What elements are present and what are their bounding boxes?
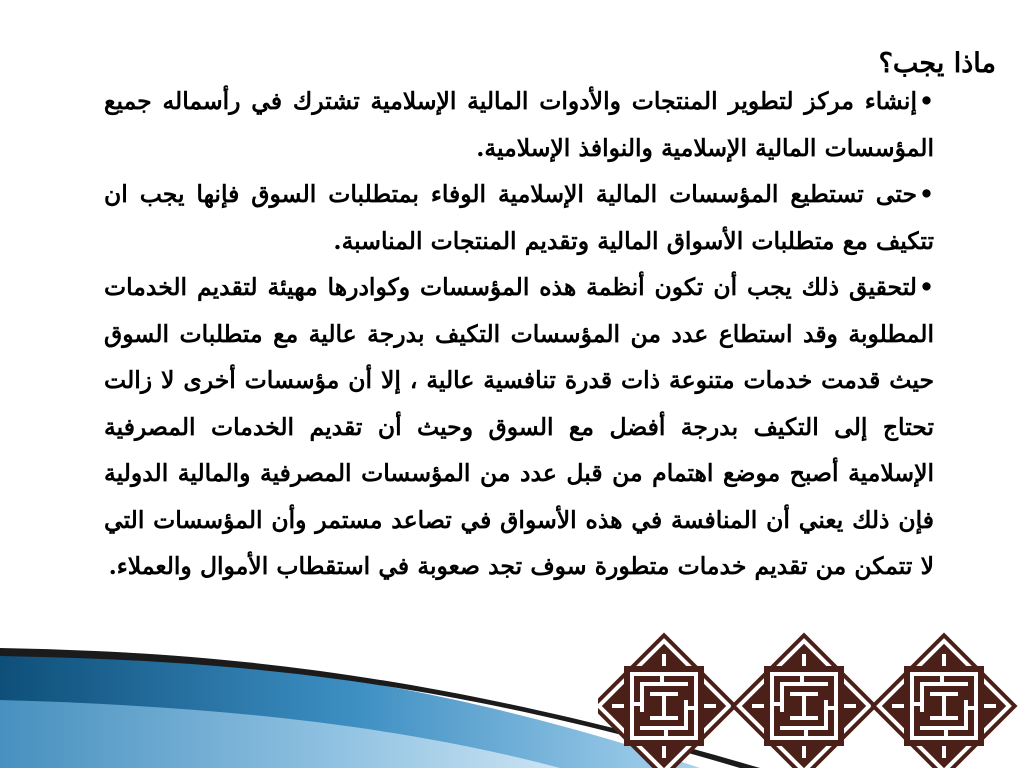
bullet-paragraph-1	[104, 78, 934, 171]
kufic-tile-icon	[870, 632, 1017, 768]
bullet-paragraph-3	[104, 264, 934, 590]
paragraph-text: لتحقيق ذلك يجب أن تكون أنظمة هذه المؤسسات وكوادرها مهيئة لتقديم الخدمات المطلوبة وقد استطاع عدد من المؤسسات التكيف بدرجة عالية مع متطلبات السوق حيث قدمت خدمات متنوعة ذات قدرة تنافسية عالية ، إلا أن مؤسسات أخرى لا زالت تحتاج إلى التكيف بدرجة أفضل مع السوق وحيث أن تقديم الخدمات المصرفية الإسلامية أصبح موضع اهتمام من قبل عدد من المؤسسات المصرفية والمالية الدولية فإن ذلك يعني أن المنافسة في هذه الأسواق في تصاعد مستمر وأن المؤسسات التي لا تتمكن من تقديم خدمات متطورة سوف تجد صعوبة في استقطاب الأموال والعملاء.	[104, 273, 934, 580]
slide-body	[104, 78, 934, 590]
bullet-icon: •	[918, 180, 935, 208]
paragraph-text: إنشاء مركز لتطوير المنتجات والأدوات المالية الإسلامية تشترك في رأسماله جميع المؤسسات المالية الإسلامية والنوافذ الإسلامية.	[104, 87, 934, 162]
slide-title: ماذا يجب؟	[878, 48, 996, 80]
paragraph-text: حتى تستطيع المؤسسات المالية الإسلامية الوفاء بمتطلبات السوق فإنها يجب ان تتكيف مع متطلبات الأسواق المالية وتقديم المنتجات المناسبة.	[104, 180, 934, 255]
kufic-ornament-group	[598, 618, 1024, 768]
bullet-icon: •	[918, 87, 934, 115]
kufic-tile-icon	[730, 632, 877, 768]
bullet-icon: •	[918, 273, 934, 301]
bullet-paragraph-2	[104, 171, 934, 264]
kufic-tile-icon	[598, 632, 738, 768]
